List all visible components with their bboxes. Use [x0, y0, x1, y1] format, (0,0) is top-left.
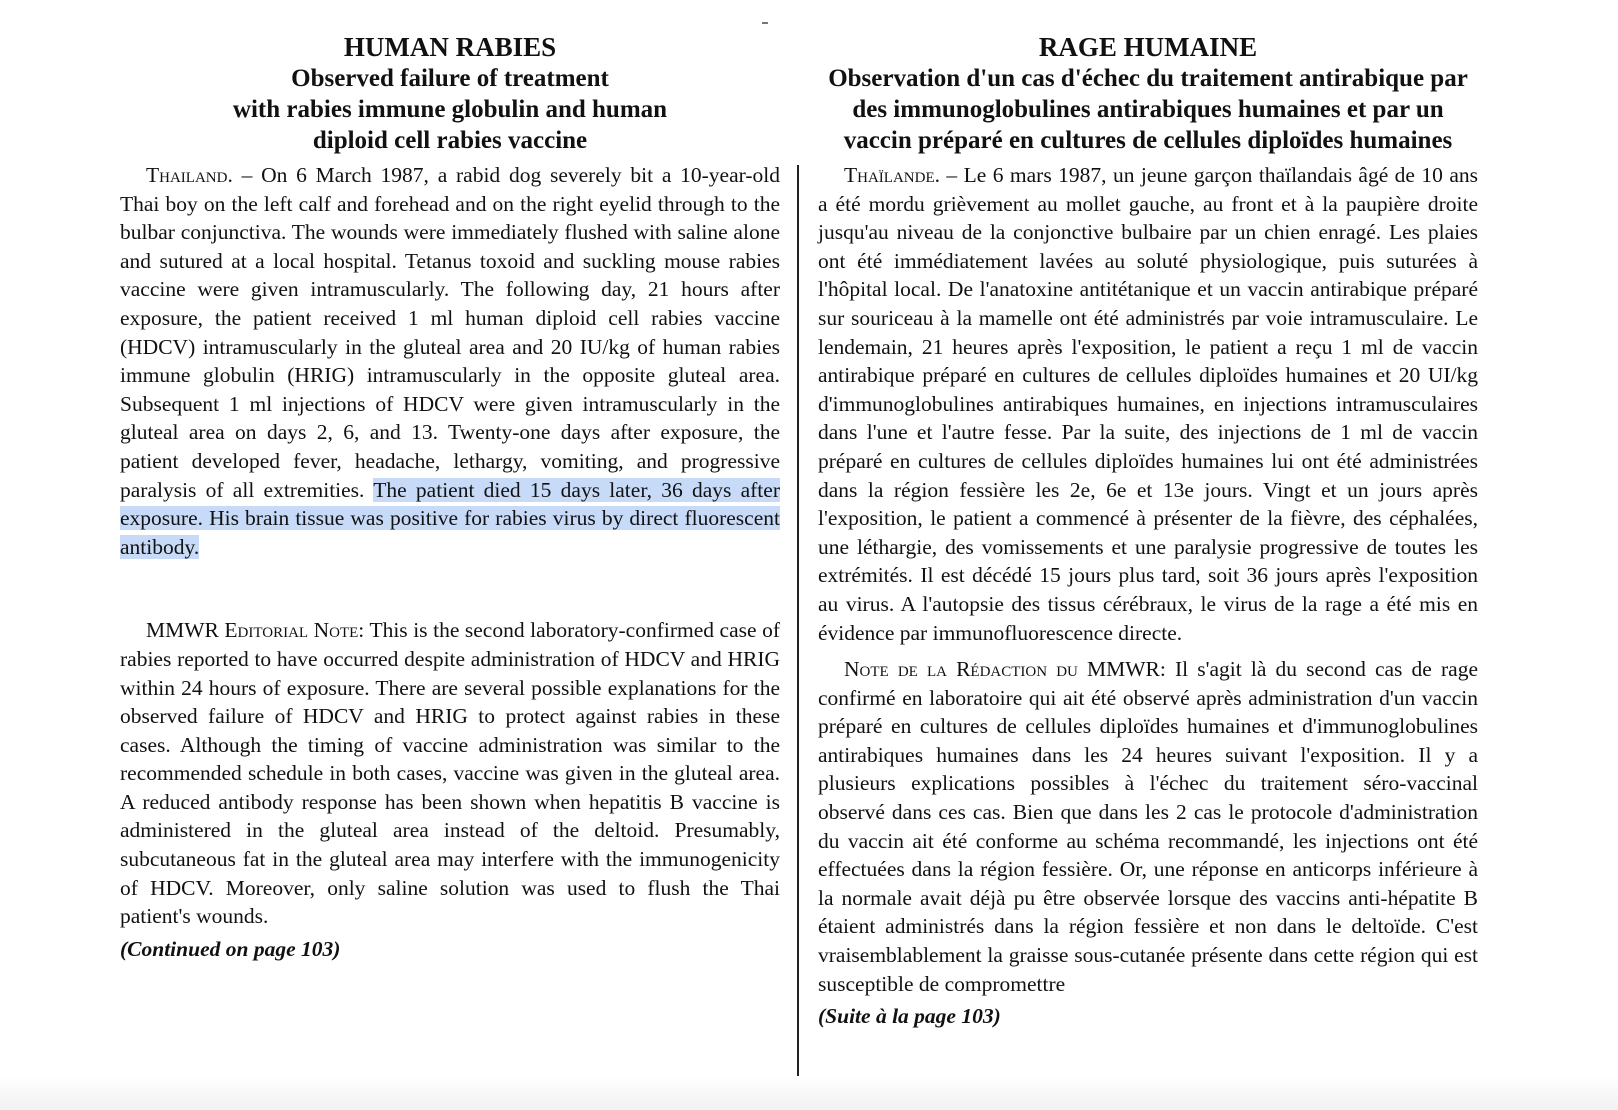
english-editorial-label: MMWR Editorial Note:	[146, 618, 365, 643]
french-column	[818, 32, 1478, 1030]
english-editorial-paragraph	[120, 616, 780, 931]
english-report-paragraph	[120, 161, 780, 561]
page-bottom-shadow	[0, 1076, 1618, 1110]
paragraph-spacer	[120, 561, 780, 616]
english-subtitle-line: diploid cell rabies vaccine	[312, 127, 588, 154]
english-title: HUMAN RABIES	[343, 32, 557, 62]
french-title: RAGE HUMAINE	[1038, 32, 1258, 62]
french-editorial-paragraph	[818, 655, 1478, 998]
french-report-text: – Le 6 mars 1987, un jeune garçon thaïlandais âgé de 10 ans a été mordu grièvement au mollet gauche, au front et à la paupière droite jusqu'au niveau de la conjonctive bulbaire par un chien enragé. Les plaies ont été immédiatement lavées au soluté physiologique, puis suturées à l'hôpital local. De l'anatoxine antitétanique et un vaccin antirabique préparé sur souriceau à la mamelle ont été administrés par voie intramusculaire. Le lendemain, 21 heures après l'exposition, le patient a reçu 1 ml de vaccin antirabique préparé en cultures de cellules diploïdes humaines et 20 UI/kg d'immunoglobulines antirabiques humaines, en injections intramusculaires dans l'une et l'autre fesse. Par la suite, des injections de 1 ml de vaccin préparé en cultures de cellules diploïdes humaines lui ont été administrées dans la région fessière les 2e, 6e et 13e jours. Vingt et un jours après l'exposition, le patient a commencé à présenter de la fièvre, des céphalées, une léthargie, des vomissements et une paralysie progressive de toutes les extrémités. Il est décédé 15 jours plus tard, soit 36 jours après l'exposition au virus. A l'autopsie des tissus cérébraux, le virus de la rage a été mis en évidence par immunofluorescence directe.	[818, 163, 1478, 645]
french-subtitle-line: des immunoglobulines antirabiques humaines et par un	[852, 96, 1444, 123]
english-report-text: – On 6 March 1987, a rabid dog severely bit a 10-year-old Thai boy on the left calf and forehead and on the right eyelid through to the bulbar conjunctiva. The wounds were immediately flushed with saline alone and sutured at a local hospital. Tetanus toxoid and suckling mouse rabies vaccine were given intramuscularly. The following day, 21 hours after exposure, the patient received 1 ml human diploid cell rabies vaccine (HDCV) intramuscularly in the gluteal area and 20 IU/kg of human rabies immune globulin (HRIG) intramuscularly in the opposite gluteal area. Subsequent 1 ml injections of HDCV were given intramuscularly in the gluteal area on days 2, 6, and 13. Twenty-one days after exposure, the patient developed fever, headache, lethargy, vomiting, and progressive paralysis of all extremities.	[120, 163, 780, 502]
french-continued-note: (Suite à la page 103)	[818, 1004, 1001, 1029]
english-subtitle	[120, 63, 780, 156]
english-editorial-text: This is the second laboratory-confirmed case of rabies reported to have occurred despite administration of HDCV and HRIG within 24 hours of exposure. There are several possible explanations for the observed failure of HDCV and HRIG to protect against rabies in these cases. Although the timing of vaccine administration was similar to the recommended schedule in both cases, vaccine was given in the gluteal area. A reduced antibody response has been shown when hepatitis B vaccine is administered in the gluteal area instead of the deltoid. Presumably, subcutaneous fat in the gluteal area may interfere with the immunogenicity of HDCV. Moreover, only saline solution was used to flush the Thai patient's wounds.	[120, 618, 780, 929]
french-subtitle	[818, 63, 1478, 156]
column-divider	[797, 165, 799, 1081]
french-report-paragraph	[818, 161, 1478, 647]
selected-text-highlight[interactable]: The patient died 15 days later, 36 days after exposure. His brain tissue was positive for rabies virus by direct fluorescent antibody.	[120, 477, 780, 559]
english-subtitle-line: Observed failure of treatment	[291, 65, 609, 92]
french-subtitle-line: vaccin préparé en cultures de cellules diploïdes humaines	[843, 127, 1453, 154]
scan-mark	[762, 22, 768, 24]
paragraph-spacer	[818, 647, 1478, 655]
english-continued-note: (Continued on page 103)	[120, 936, 341, 961]
french-subtitle-line: Observation d'un cas d'échec du traitement antirabique par	[828, 65, 1468, 92]
english-country-label: Thailand.	[146, 163, 233, 187]
english-subtitle-line: with rabies immune globulin and human	[232, 96, 668, 123]
french-country-label: Thaïlande.	[844, 163, 940, 187]
english-column	[120, 32, 780, 963]
french-editorial-label: Note de la Rédaction du MMWR:	[844, 657, 1166, 682]
french-editorial-text: Il s'agit là du second cas de rage confirmé en laboratoire qui ait été observé après administration d'un vaccin préparé en cultures de cellules diploïdes humaines et d'immunoglobulines antirabiques humaines dans les 24 heures suivant l'exposition. Il y a plusieurs explications possibles à l'échec du traitement séro-vaccinal observé dans ces cas. Bien que dans les 2 cas le protocole d'administration du vaccin ait été conforme au schéma recommandé, les injections ont été effectuées dans la région fessière. Or, une réponse en anticorps inférieure à la normale avait déjà pu être observée lorsque des vaccins anti-hépatite B étaient administrés dans la région fessière et non dans le deltoïde. C'est vraisemblablement la graisse sous-cutanée présente dans cette région qui est susceptible de compromettre	[818, 657, 1478, 996]
